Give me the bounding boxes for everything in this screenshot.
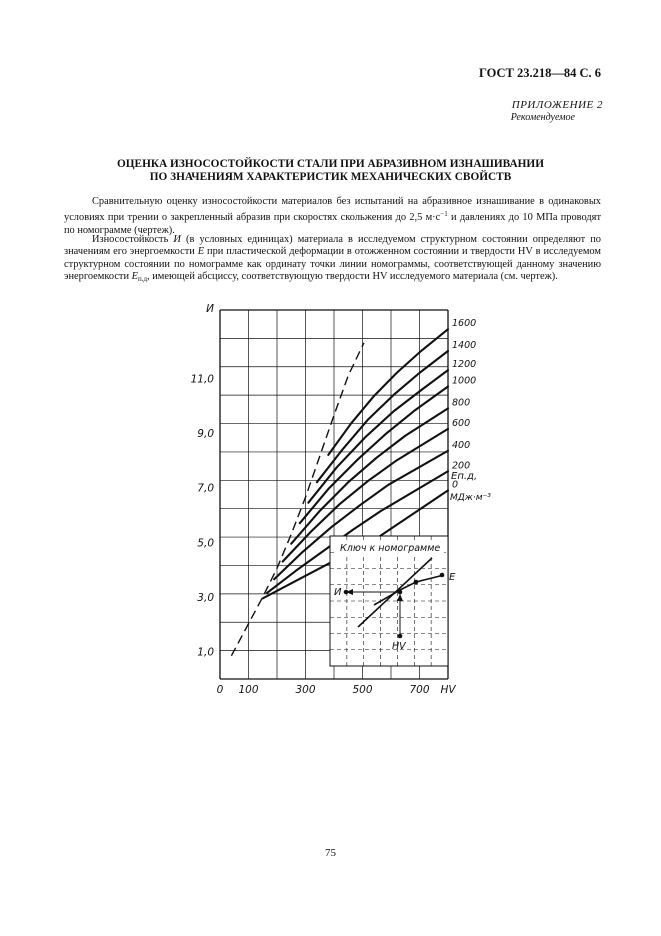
- series-label-200: 200: [452, 460, 471, 472]
- y-tick-label: 1,0: [197, 646, 214, 659]
- paragraph-1: [64, 196, 601, 237]
- paragraph-2-text-a: Износостойкость: [92, 234, 174, 245]
- series-label-600: 600: [452, 417, 471, 429]
- series-label-0: 0: [452, 479, 459, 491]
- key-label-I: И: [334, 587, 342, 598]
- legend-units: МДж·м⁻³: [450, 493, 491, 503]
- document-reference: ГОСТ 23.218—84 С. 6: [478, 66, 601, 80]
- paragraph-1-text-a: Сравнительную оценку износостойкости материалов без испытаний на абразивное изнашивание в одинаковых условиях при трении о закрепленный абразив при скоростях скольжения до 2,5 м·с: [64, 196, 601, 224]
- key-energy-point: [440, 573, 445, 578]
- x-tick-label: 500: [352, 684, 373, 696]
- appendix-status: Рекомендуемое: [510, 112, 575, 123]
- symbol-energy-subscript: п.д: [137, 275, 148, 284]
- series-label-1600: 1600: [452, 318, 477, 330]
- x-tick-label: 0: [216, 684, 224, 696]
- series-line-800: [291, 408, 448, 543]
- paragraph-2-text-c: при пластической деформации в отожженном состоянии и твердости HV в исследуемом структурном состоянии по номограмме как ординату точки линии номограммы, соответствующей данному значению энергоемкости: [64, 246, 601, 283]
- nomogram-chart: [180, 296, 520, 706]
- chart-series-labels: [452, 318, 476, 490]
- y-tick-label: И: [206, 303, 214, 315]
- series-label-1400: 1400: [452, 340, 477, 351]
- key-label-HV: HV: [392, 641, 406, 652]
- series-line-1600: [328, 329, 448, 455]
- key-energy-point-mid: [414, 580, 419, 585]
- paragraph-2: [64, 234, 601, 286]
- x-tick-label: 100: [238, 684, 259, 696]
- paragraph-1-exponent: −1: [440, 210, 448, 219]
- key-intersection-point: [398, 590, 403, 595]
- paragraph-2-text-d: , имеющей абсциссу, соответствующую твердости HV исследуемого материала (см. чертеж).: [147, 271, 558, 283]
- y-tick-label: 9,0: [197, 428, 214, 440]
- appendix-label: ПРИЛОЖЕНИЕ 2: [511, 99, 603, 111]
- symbol-energy-pd: E: [131, 271, 138, 283]
- series-label-1200: 1200: [452, 359, 477, 371]
- key-I-point: [344, 590, 349, 595]
- x-tick-label: 300: [295, 684, 316, 696]
- legend-title: Eп.д,: [451, 471, 478, 482]
- nomogram-key: [330, 536, 456, 666]
- y-tick-label: 11,0: [190, 373, 214, 386]
- symbol-energy: E: [197, 246, 205, 258]
- paragraph-1-text-b: и давлениях до 10 МПа проводят по номограмме (чертеж).: [64, 212, 602, 236]
- y-tick-label: 3,0: [197, 592, 214, 604]
- series-label-400: 400: [452, 439, 471, 451]
- y-tick-label: 7,0: [197, 482, 214, 495]
- page-title-line-1: ОЦЕНКА ИЗНОСОСТОЙКОСТИ СТАЛИ ПРИ АБРАЗИВНОМ ИЗНАШИВАНИИ: [116, 158, 545, 170]
- key-title: Ключ к номограмме: [340, 543, 441, 554]
- series-label-800: 800: [452, 397, 471, 409]
- key-label-E: E: [449, 572, 456, 583]
- page-title-line-2: ПО ЗНАЧЕНИЯМ ХАРАКТЕРИСТИК МЕХАНИЧЕСКИХ СВОЙСТВ: [149, 171, 512, 183]
- y-tick-label: 5,0: [197, 537, 214, 550]
- page-number: 75: [325, 847, 336, 859]
- x-tick-label: 700: [409, 684, 430, 696]
- series-label-1000: 1000: [452, 375, 477, 387]
- symbol-wear-resistance: И: [173, 234, 181, 245]
- x-tick-label: HV: [440, 684, 456, 696]
- paragraph-2-text-b: (в условных единицах) материала в исследуемом структурном состоянии определяют по значениям его энергоемкости: [64, 234, 601, 258]
- series-line-1000: [300, 387, 448, 524]
- key-HV-point: [398, 634, 403, 639]
